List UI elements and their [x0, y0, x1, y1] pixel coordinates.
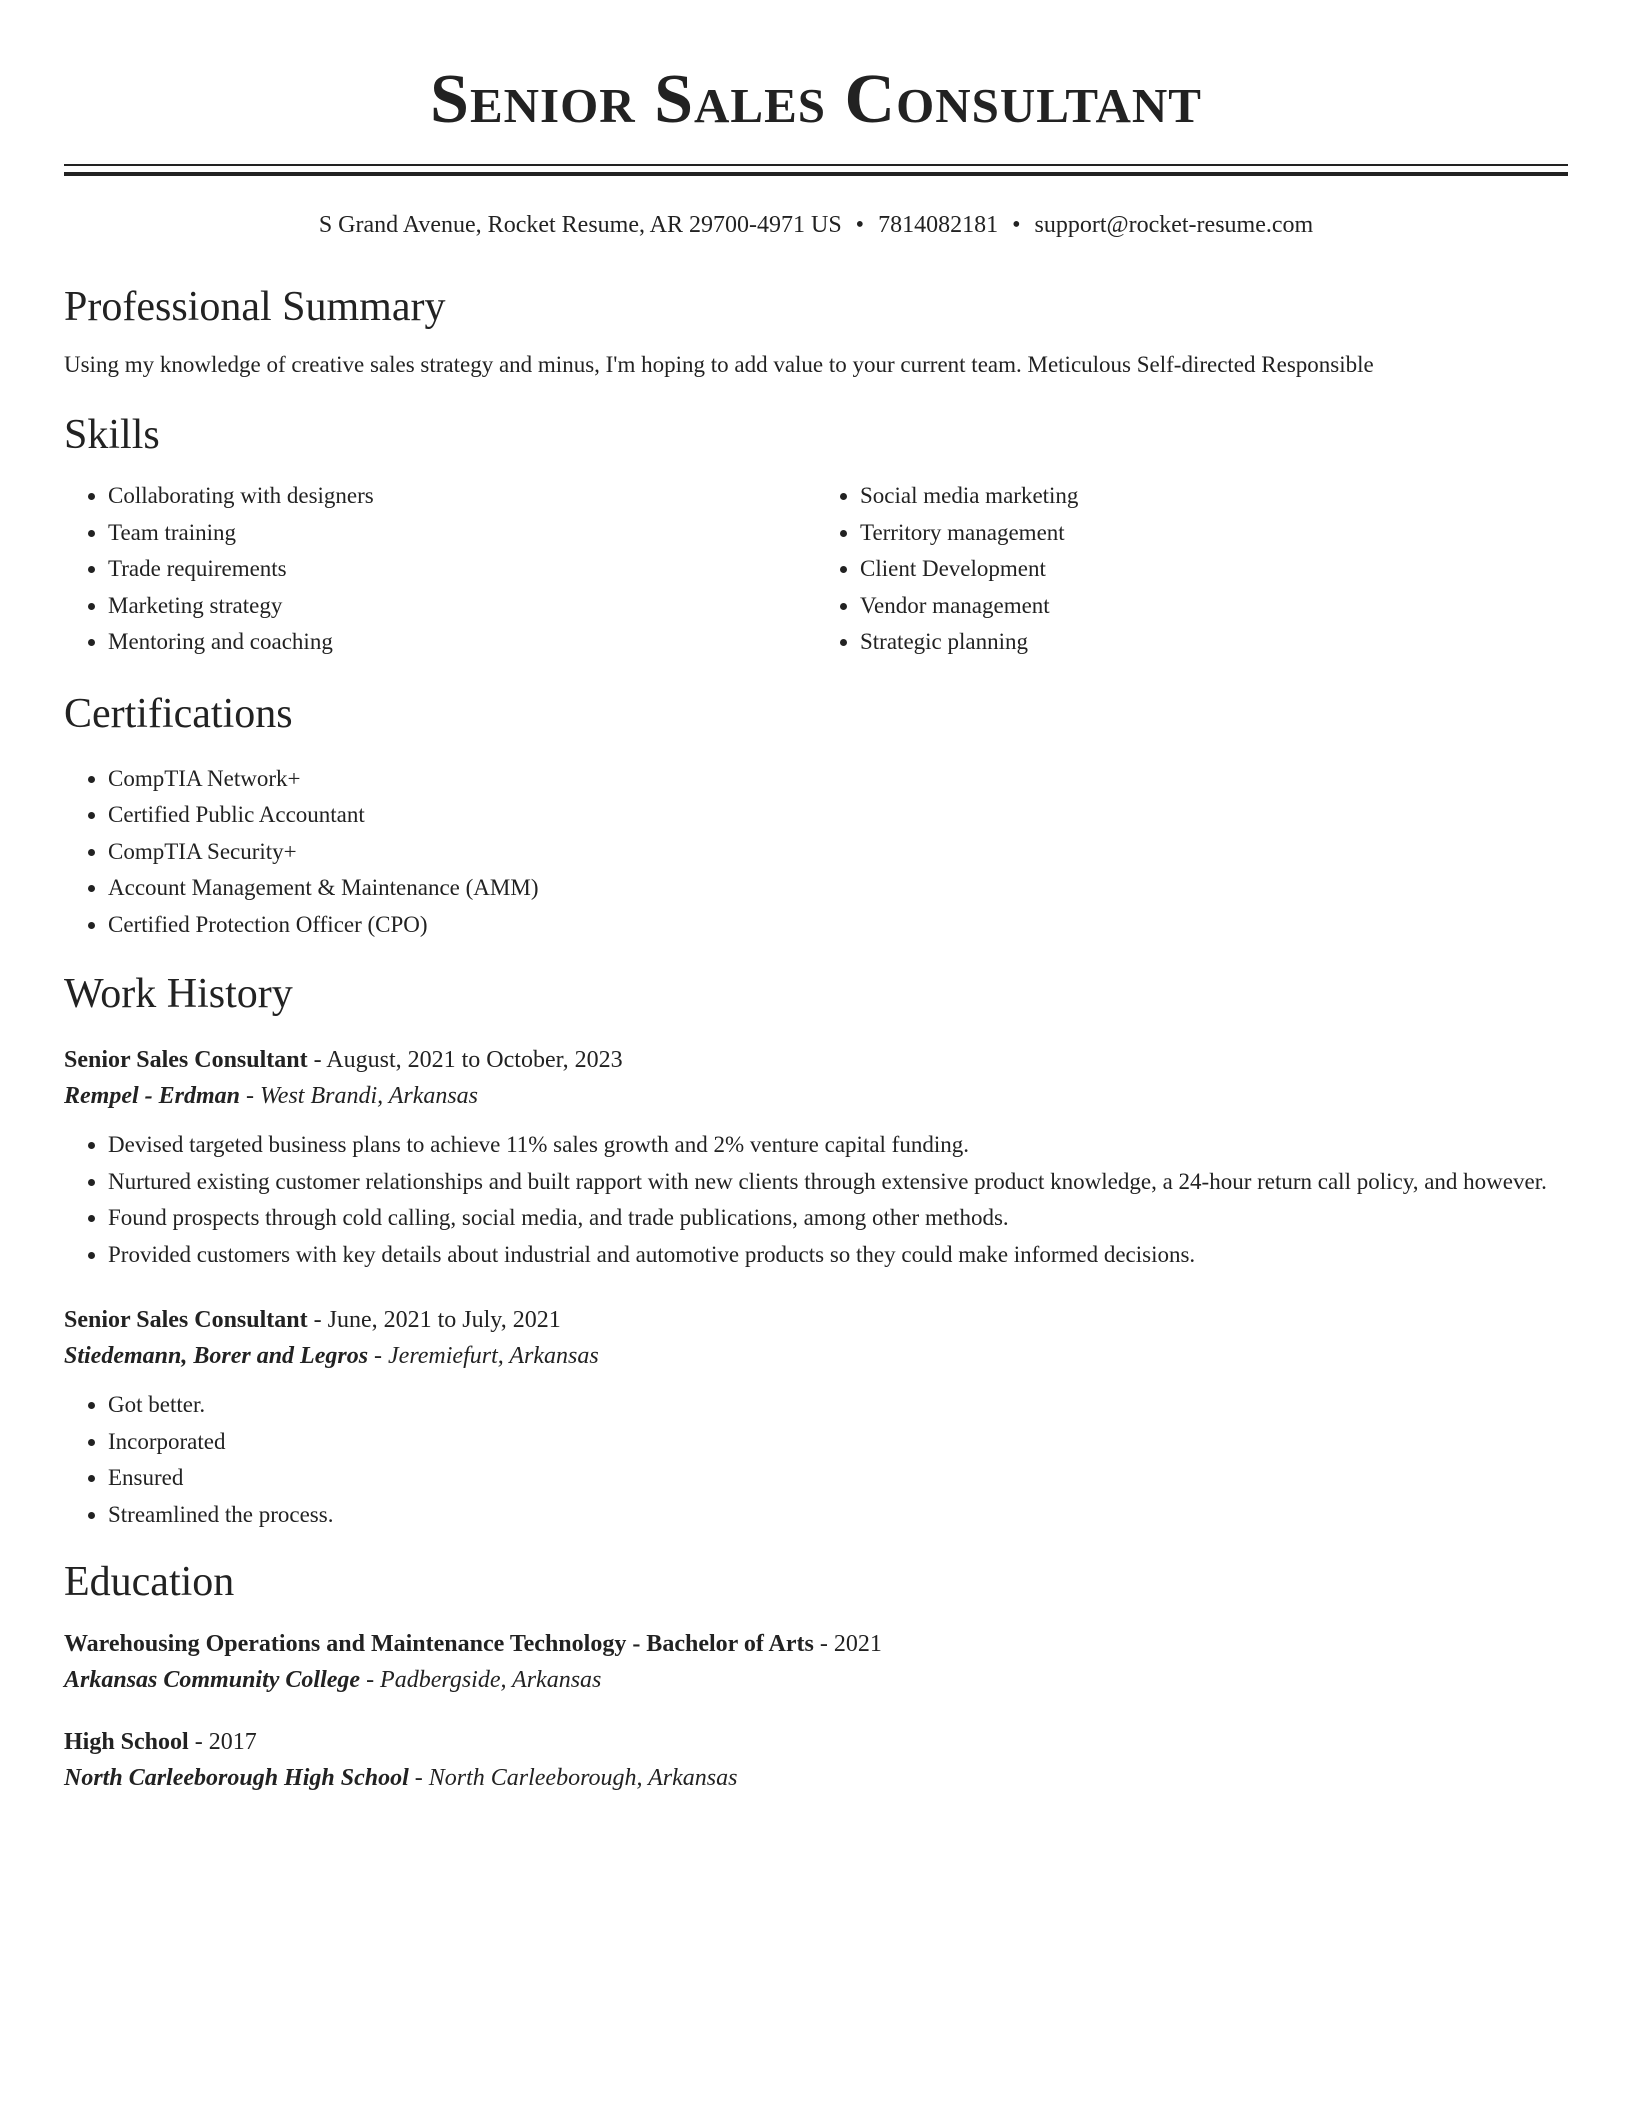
certification-item: • Certified Public Accountant	[108, 797, 1568, 834]
education-degree: High School	[64, 1729, 189, 1755]
education-degree: Warehousing Operations and Maintenance Technology - Bachelor of Arts	[64, 1631, 814, 1657]
job-title: Senior Sales Consultant	[64, 1047, 308, 1073]
job-dates: - August, 2021 to October, 2023	[307, 1047, 623, 1073]
job-dates: - June, 2021 to July, 2021	[307, 1307, 561, 1333]
skills-columns	[64, 478, 1568, 661]
certifications-list	[64, 761, 1568, 944]
skill-item: • Territory management	[860, 515, 1568, 552]
skill-item: • Client Development	[860, 551, 1568, 588]
work-history-heading: Work History	[64, 971, 293, 1017]
education-year: - 2017	[188, 1729, 257, 1755]
contact-email: support@rocket-resume.com	[1034, 212, 1314, 238]
job-entry	[64, 1303, 1568, 1533]
job-duty: • Nurtured existing customer relationships and built rapport with new clients through extensive product knowledge, a 24-hour return call policy, and however.	[108, 1164, 1568, 1201]
skill-item: • Collaborating with designers	[108, 478, 816, 515]
job-duty: • Incorporated	[108, 1424, 1568, 1461]
education-degree-line	[64, 1725, 1568, 1759]
certification-item: • CompTIA Network+	[108, 761, 1568, 798]
header-rule-thick	[64, 172, 1568, 176]
job-company: Rempel - Erdman	[64, 1083, 241, 1109]
candidate-name: Senior Sales Consultant	[430, 61, 1202, 138]
job-company: Stiedemann, Borer and Legros	[64, 1343, 369, 1369]
job-duty: • Provided customers with key details about industrial and automotive products so they could make informed decisions.	[108, 1237, 1568, 1274]
education-school: North Carleeborough High School	[64, 1765, 409, 1791]
education-school: Arkansas Community College	[64, 1667, 361, 1693]
job-duty: • Ensured	[108, 1460, 1568, 1497]
skills-list-right	[816, 478, 1568, 661]
job-duty: • Got better.	[108, 1387, 1568, 1424]
job-title-line	[64, 1303, 1568, 1337]
skills-list-left	[64, 478, 816, 661]
job-company-line	[64, 1077, 1568, 1115]
certifications-heading: Certifications	[64, 690, 293, 737]
job-duty: • Devised targeted business plans to achieve 11% sales growth and 2% venture capital funding.	[108, 1127, 1568, 1164]
education-entry	[64, 1725, 1568, 1797]
skill-item: • Marketing strategy	[108, 588, 816, 625]
skills-heading: Skills	[64, 412, 160, 458]
summary-heading: Professional Summary	[64, 284, 446, 330]
header-rule-thin	[64, 164, 1568, 166]
contact-address: S Grand Avenue, Rocket Resume, AR 29700-4971 US	[318, 212, 842, 238]
contact-separator: •	[855, 212, 865, 238]
skill-item: • Vendor management	[860, 588, 1568, 625]
education-entry	[64, 1627, 1568, 1699]
certification-item: • Account Management & Maintenance (AMM)	[108, 870, 1568, 907]
job-duties-list	[64, 1127, 1568, 1273]
contact-phone: 7814082181	[878, 212, 999, 238]
skill-item: • Team training	[108, 515, 816, 552]
job-location: - Jeremiefurt, Arkansas	[368, 1343, 599, 1369]
job-entry	[64, 1043, 1568, 1273]
education-heading: Education	[64, 1559, 235, 1605]
summary-text: Using my knowledge of creative sales strategy and minus, I'm hoping to add value to your current team. Meticulous Self-directed Responsible	[64, 352, 1374, 377]
education-year: - 2021	[813, 1631, 882, 1657]
certification-item: • Certified Protection Officer (CPO)	[108, 907, 1568, 944]
certification-item: • CompTIA Security+	[108, 834, 1568, 871]
job-duties-list	[64, 1387, 1568, 1533]
education-school-line	[64, 1759, 1568, 1797]
education-location: - North Carleeborough, Arkansas	[408, 1765, 738, 1791]
skill-item: • Strategic planning	[860, 624, 1568, 661]
job-duty: • Streamlined the process.	[108, 1497, 1568, 1534]
education-school-line	[64, 1661, 1568, 1699]
education-location: - Padbergside, Arkansas	[360, 1667, 602, 1693]
job-duty: • Found prospects through cold calling, social media, and trade publications, among other methods.	[108, 1200, 1568, 1237]
job-location: - West Brandi, Arkansas	[240, 1083, 479, 1109]
job-title: Senior Sales Consultant	[64, 1307, 308, 1333]
skill-item: • Mentoring and coaching	[108, 624, 816, 661]
contact-separator: •	[1012, 212, 1021, 238]
education-degree-line	[64, 1627, 1568, 1661]
contact-line	[64, 210, 1568, 240]
job-company-line	[64, 1337, 1568, 1375]
skill-item: • Social media marketing	[860, 478, 1568, 515]
skill-item: • Trade requirements	[108, 551, 816, 588]
job-title-line	[64, 1043, 1568, 1077]
